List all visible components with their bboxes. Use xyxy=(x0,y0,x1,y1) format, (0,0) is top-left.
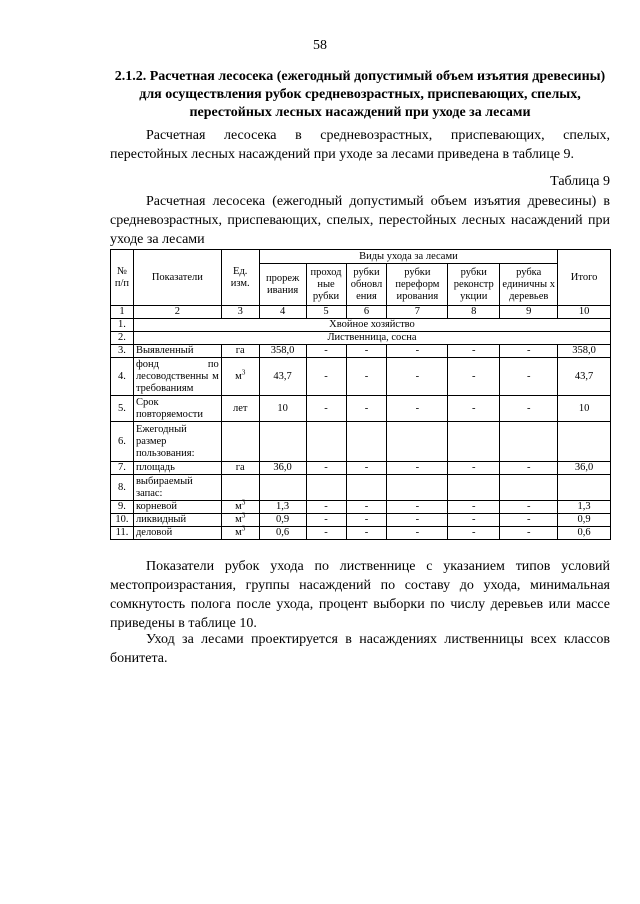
row-value: - xyxy=(306,527,346,540)
row-total: 1,3 xyxy=(558,501,611,514)
row-value xyxy=(448,475,500,501)
row-indicator: выбираемый запас: xyxy=(133,475,221,501)
row-value xyxy=(259,422,306,462)
row-value xyxy=(306,475,346,501)
row-value xyxy=(500,475,558,501)
row-value: - xyxy=(387,527,448,540)
row-total: 0,9 xyxy=(558,514,611,527)
table-row xyxy=(111,396,611,422)
header-type: проход ные рубки xyxy=(306,264,346,306)
row-value xyxy=(448,422,500,462)
row-value: 0,9 xyxy=(259,514,306,527)
row-value: 1,3 xyxy=(259,501,306,514)
row-value: - xyxy=(346,396,387,422)
table-row xyxy=(111,514,611,527)
row-value: - xyxy=(500,462,558,475)
row-unit xyxy=(221,498,259,514)
row-value: - xyxy=(448,501,500,514)
col-number: 10 xyxy=(558,306,611,319)
row-total: 36,0 xyxy=(558,462,611,475)
row-value: - xyxy=(346,527,387,540)
row-value: - xyxy=(448,527,500,540)
row-value: - xyxy=(500,358,558,396)
row-value: - xyxy=(448,358,500,396)
row-value xyxy=(346,475,387,501)
row-value: - xyxy=(387,396,448,422)
row-unit xyxy=(221,345,259,358)
paragraph-after-table: Показатели рубок ухода по лиственнице с указанием типов условий местопроизрастания, группы насаждений по составу до ухода, минимальная сомкнутость полога после ухода, процент выборки по числу деревьев или массе приведены в таблице 10. xyxy=(110,559,610,631)
page-number: 58 xyxy=(313,38,327,53)
table-row xyxy=(111,319,611,332)
row-total: 0,6 xyxy=(558,527,611,540)
row-value: - xyxy=(387,514,448,527)
header-type: рубки обновл ения xyxy=(346,264,387,306)
table-row xyxy=(111,475,611,501)
col-number: 7 xyxy=(387,306,448,319)
row-num: 2. xyxy=(111,332,134,345)
row-indicator: Выявленный xyxy=(133,345,221,358)
row-unit xyxy=(221,422,259,462)
row-num: 8. xyxy=(111,475,134,501)
col-number: 3 xyxy=(221,306,259,319)
header-type: рубка единичны х деревьев xyxy=(500,264,558,306)
row-value: - xyxy=(500,527,558,540)
row-value: - xyxy=(306,501,346,514)
col-number: 8 xyxy=(448,306,500,319)
row-value: - xyxy=(500,345,558,358)
row-unit xyxy=(221,462,259,475)
row-value: - xyxy=(346,345,387,358)
table-caption: Расчетная лесосека (ежегодный допустимый объем изъятия древесины) в средневозрастных, приспевающих, спелых, перестойных лесных насаждений при уходе за лесами xyxy=(110,194,610,247)
table-row xyxy=(111,332,611,345)
table-row xyxy=(111,422,611,462)
table-row xyxy=(111,501,611,514)
row-value xyxy=(387,422,448,462)
table-label: Таблица 9 xyxy=(550,174,610,189)
row-unit xyxy=(221,396,259,422)
row-value: - xyxy=(387,501,448,514)
header-type: рубки переформ ирования xyxy=(387,264,448,306)
row-value: - xyxy=(500,501,558,514)
row-value: - xyxy=(448,345,500,358)
unit-superscript: 3 xyxy=(241,511,246,520)
row-value xyxy=(500,422,558,462)
table-row xyxy=(111,462,611,475)
unit-text: м xyxy=(235,527,242,538)
row-value: - xyxy=(500,396,558,422)
row-num: 1. xyxy=(111,319,134,332)
row-value: - xyxy=(346,462,387,475)
row-unit xyxy=(221,475,259,501)
row-unit xyxy=(221,358,259,396)
section-heading: 2.1.2. Расчетная лесосека (ежегодный допустимый объем изъятия древесины) для осуществления рубок средневозрастных, приспевающих, спелых, перестойных лесных насаждений при уходе за лесами xyxy=(114,69,606,120)
allowable-cut-table xyxy=(110,249,611,540)
header-unit: Ед. изм. xyxy=(221,250,259,306)
row-num: 7. xyxy=(111,462,134,475)
header-type: прореж ивания xyxy=(259,264,306,306)
row-total xyxy=(558,422,611,462)
unit-superscript: 3 xyxy=(241,524,246,533)
row-value: - xyxy=(387,462,448,475)
header-type: рубки реконстр укции xyxy=(448,264,500,306)
row-value: - xyxy=(346,514,387,527)
row-value: 0,6 xyxy=(259,527,306,540)
row-num: 4. xyxy=(111,358,134,396)
row-indicator: фонд по лесоводственны м требованиям xyxy=(133,358,221,396)
row-indicator: корневой xyxy=(133,501,221,514)
row-value: - xyxy=(448,462,500,475)
row-num: 6. xyxy=(111,422,134,462)
row-total: 43,7 xyxy=(558,358,611,396)
row-value: 43,7 xyxy=(259,358,306,396)
col-number: 1 xyxy=(111,306,134,319)
header-total: Итого xyxy=(558,250,611,306)
row-unit xyxy=(221,524,259,540)
header-indicator: Показатели xyxy=(133,250,221,306)
row-indicator: площадь xyxy=(133,462,221,475)
row-indicator: ликвидный xyxy=(133,514,221,527)
column-number-row xyxy=(111,306,611,319)
row-value xyxy=(306,422,346,462)
row-value: - xyxy=(346,501,387,514)
row-value xyxy=(387,475,448,501)
intro-paragraph: Расчетная лесосека в средневозрастных, приспевающих, спелых, перестойных лесных насаждений при уходе за лесами приведена в таблице 9. xyxy=(110,128,610,162)
row-value: - xyxy=(306,462,346,475)
row-value: - xyxy=(500,514,558,527)
row-value: - xyxy=(306,345,346,358)
row-value xyxy=(346,422,387,462)
table-row xyxy=(111,527,611,540)
row-value: - xyxy=(387,358,448,396)
unit-text: га xyxy=(235,462,245,473)
row-num: 10. xyxy=(111,514,134,527)
row-num: 5. xyxy=(111,396,134,422)
unit-text: лет xyxy=(232,402,248,414)
col-number: 5 xyxy=(306,306,346,319)
row-total xyxy=(558,475,611,501)
unit-text: м xyxy=(235,501,242,512)
row-indicator: деловой xyxy=(133,527,221,540)
row-value: 36,0 xyxy=(259,462,306,475)
row-value: 10 xyxy=(259,396,306,422)
table-row xyxy=(111,358,611,396)
unit-superscript: 3 xyxy=(241,498,246,507)
row-value: - xyxy=(306,514,346,527)
row-num: 11. xyxy=(111,527,134,540)
unit-text: м xyxy=(235,370,242,382)
col-number: 9 xyxy=(500,306,558,319)
unit-text: га xyxy=(235,345,245,356)
row-indicator: Срок повторяемости xyxy=(133,396,221,422)
row-value: - xyxy=(306,396,346,422)
row-span-text: Лиственница, сосна xyxy=(133,332,610,345)
table-row xyxy=(111,345,611,358)
closing-paragraph: Уход за лесами проектируется в насаждениях лиственницы всех классов бонитета. xyxy=(110,632,610,666)
col-number: 2 xyxy=(133,306,221,319)
header-num: № п/п xyxy=(111,250,134,306)
row-total: 358,0 xyxy=(558,345,611,358)
row-total: 10 xyxy=(558,396,611,422)
row-num: 9. xyxy=(111,501,134,514)
row-value: - xyxy=(448,514,500,527)
col-number: 4 xyxy=(259,306,306,319)
col-number: 6 xyxy=(346,306,387,319)
row-value: - xyxy=(448,396,500,422)
header-care-types: Виды ухода за лесами xyxy=(259,250,558,264)
row-num: 3. xyxy=(111,345,134,358)
row-span-text: Хвойное хозяйство xyxy=(133,319,610,332)
row-value: 358,0 xyxy=(259,345,306,358)
row-value xyxy=(259,475,306,501)
row-value: - xyxy=(387,345,448,358)
row-indicator: Ежегодный размер пользования: xyxy=(133,422,221,462)
row-unit xyxy=(221,511,259,527)
unit-superscript: 3 xyxy=(241,368,246,376)
row-value: - xyxy=(346,358,387,396)
unit-text: м xyxy=(235,514,242,525)
row-value: - xyxy=(306,358,346,396)
